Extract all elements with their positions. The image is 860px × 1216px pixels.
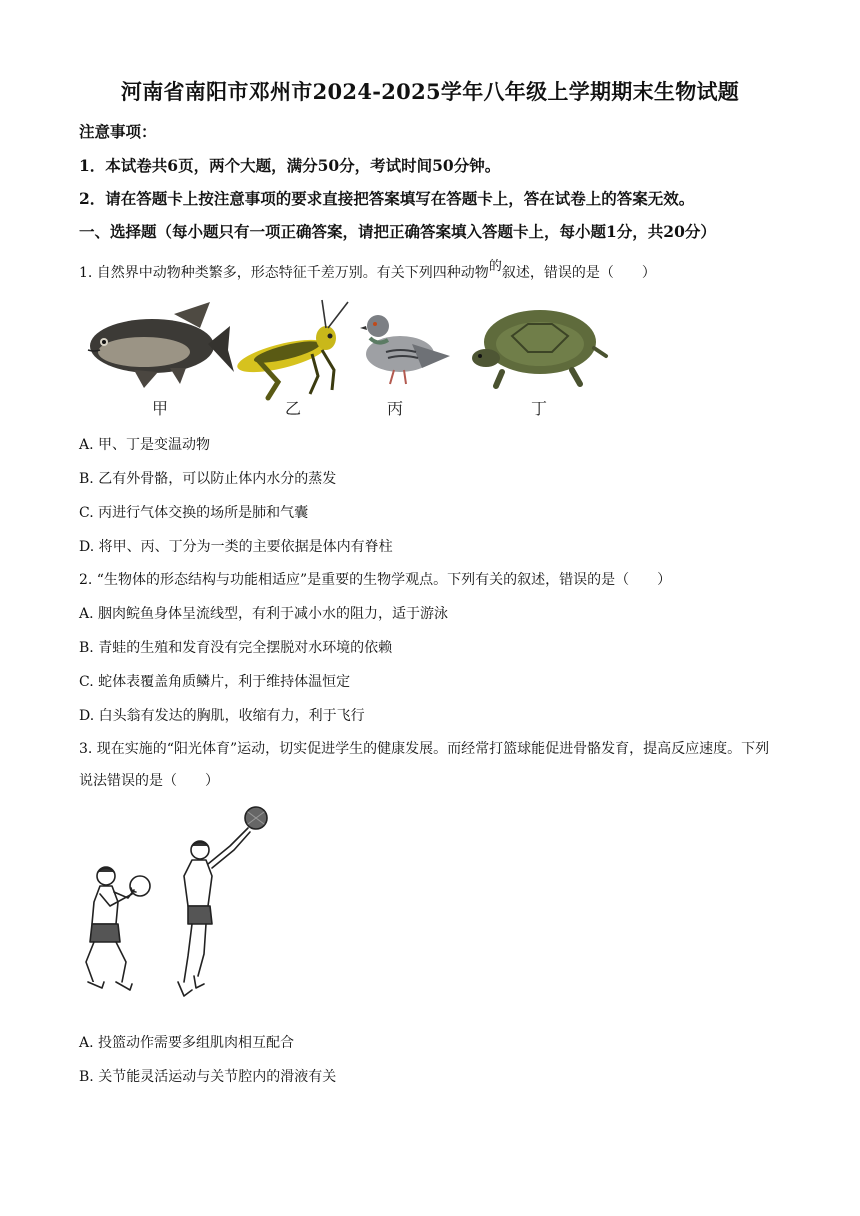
grasshopper-image [234,300,348,398]
question-3-option-b: B. 关节能灵活运动与关节腔内的滑液有关 [79,1069,337,1085]
figure-label-yi: 乙 [285,399,302,418]
figure-label-ding: 丁 [531,399,548,418]
figure-label-bing: 丙 [387,399,404,418]
question-3-option-a: A. 投篮动作需要多组肌肉相互配合 [79,1035,295,1051]
question-2-option-a: A. 胭肉鲩鱼身体呈流线型，有利于减小水的阻力，适于游泳 [79,606,449,622]
section-heading: 一、选择题（每小题只有一项正确答案，请把正确答案填入答题卡上，每小题1分，共20分） [79,222,716,241]
question-3-stem: 3. 现在实施的“阳光体育”运动，切实促进学生的健康发展。而经常打篮球能促进骨骼发育，提高反应速度。下列说法错误的是（ ） [79,741,770,789]
page-title: 河南省南阳市邓州市2024-2025学年八年级上学期期末生物试题 [120,79,740,104]
question-1-stem: 1. 自然界中动物种类繁多，形态特征千差万别。有关下列四种动物的叙述，错误的是（ ） [79,259,656,281]
question-1-option-b: B. 乙有外骨骼，可以防止体内水分的蒸发 [79,471,337,487]
question-2-option-c: C. 蛇体表覆盖角质鳞片，利于维持体温恒定 [79,674,351,690]
question-2-stem: 2. “生物体的形态结构与功能相适应”是重要的生物学观点。下列有关的叙述，错误的是（ ） [79,572,672,588]
question-1-option-d: D. 将甲、丙、丁分为一类的主要依据是体内有脊柱 [79,539,393,555]
figure-label-jia: 甲 [152,399,169,418]
player-jumping-image [178,807,267,996]
question-2-option-b: B. 青蛙的生殖和发育没有完全摆脱对水环境的依赖 [79,640,393,656]
question-1-option-a: A. 甲、丁是变温动物 [79,437,211,453]
turtle-image [472,310,606,386]
question-2-option-d: D. 白头翁有发达的胸肌，收缩有力，利于飞行 [79,708,365,724]
fish-image [88,302,234,388]
notice-item-2: 2．请在答题卡上按注意事项的要求直接把答案填写在答题卡上，答在试卷上的答案无效。 [79,189,695,208]
player-crouching-image [86,867,150,990]
notice-item-1: 1．本试卷共6页，两个大题，满分50分，考试时间50分钟。 [79,156,501,175]
pigeon-image [360,315,450,384]
question-1-option-c: C. 丙进行气体交换的场所是肺和气囊 [79,505,309,521]
notice-heading: 注意事项： [79,122,157,141]
animals-figure [82,294,612,420]
basketball-figure [80,806,280,1002]
